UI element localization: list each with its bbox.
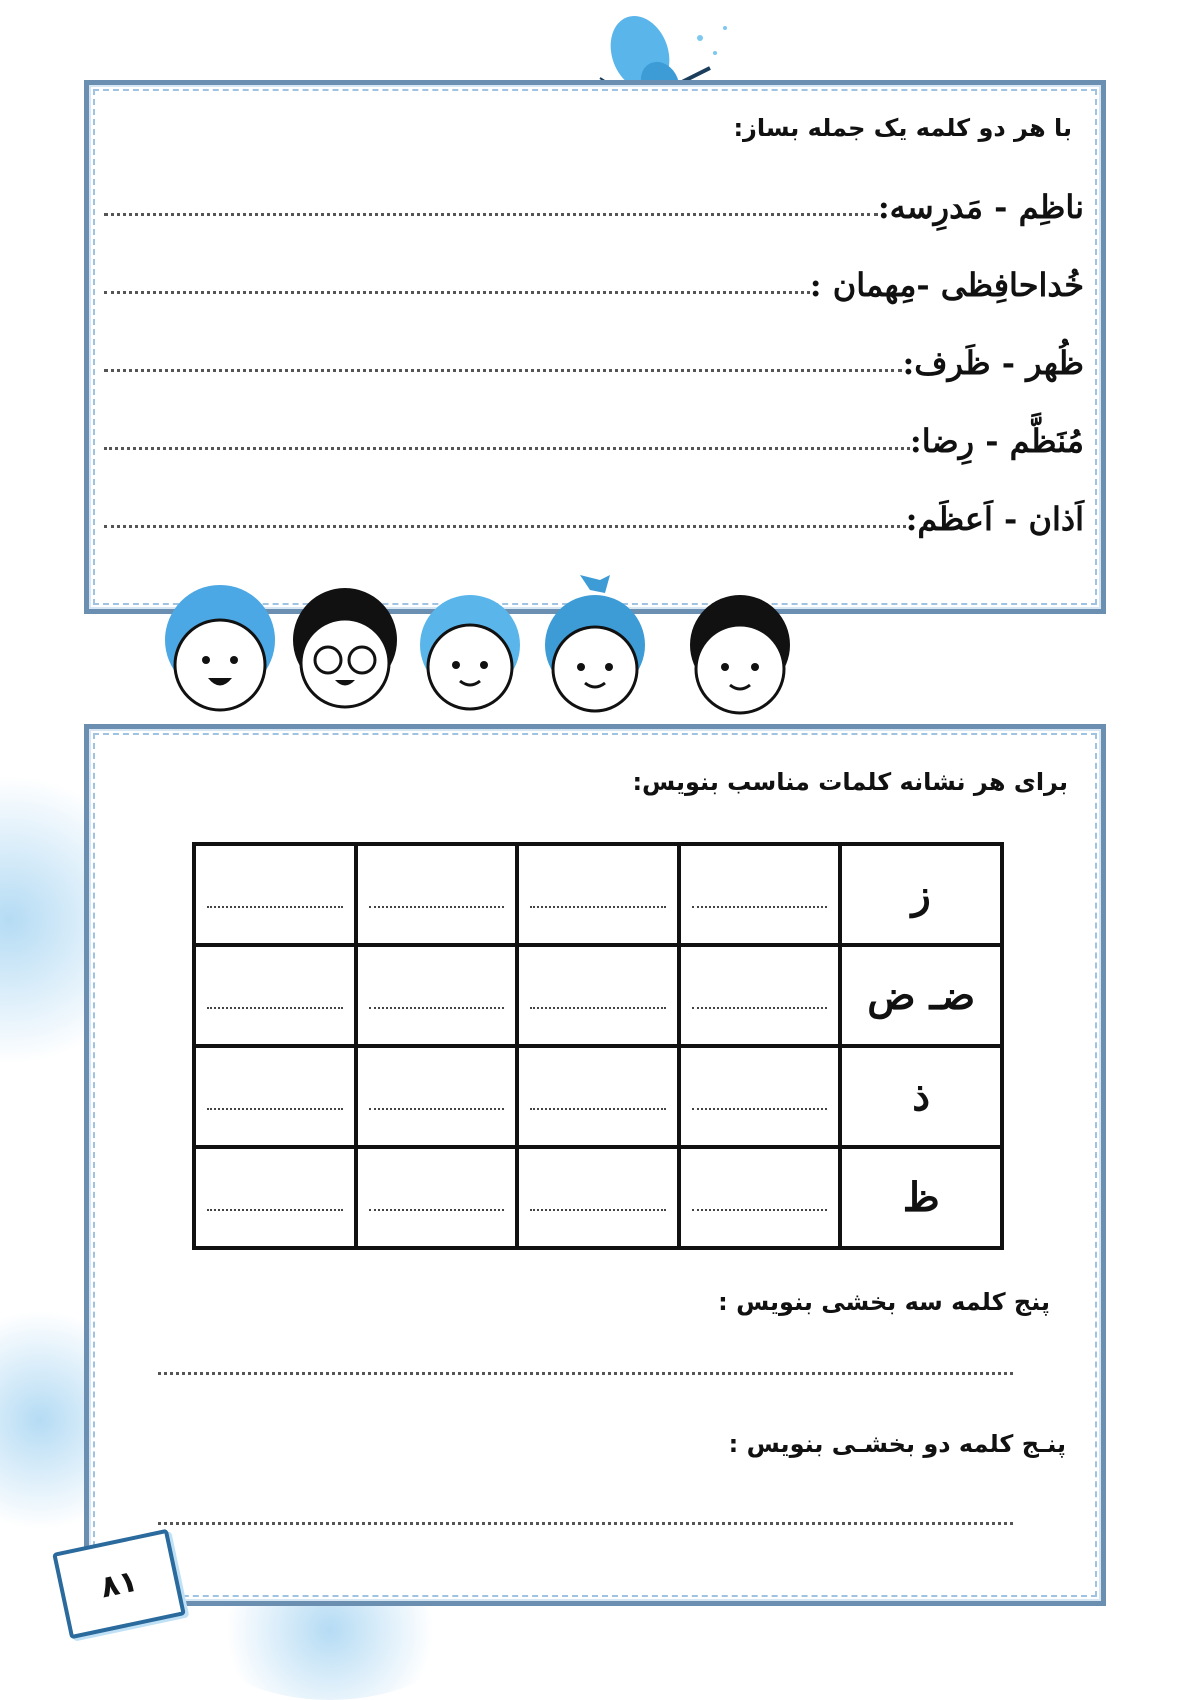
dotted-write-line[interactable] — [207, 1007, 343, 1009]
dotted-write-line[interactable] — [692, 906, 828, 908]
sentence-exercise-heading: با هر دو کلمه یک جمله بساز: — [733, 114, 1072, 142]
dotted-write-line[interactable] — [530, 906, 666, 908]
dotted-write-line[interactable] — [104, 369, 902, 372]
dotted-write-line[interactable] — [692, 1007, 828, 1009]
answer-cell[interactable] — [356, 945, 518, 1046]
dotted-write-line[interactable] — [207, 906, 343, 908]
answer-cell[interactable] — [679, 945, 841, 1046]
answer-cell[interactable] — [356, 1046, 518, 1147]
letters-exercise-heading: برای هر نشانه کلمات مناسب بنویس: — [632, 768, 1068, 796]
table-row — [194, 945, 1002, 1046]
page-number: ۸۱ — [97, 1563, 141, 1605]
page-number-tag — [52, 1529, 186, 1640]
two-syllable-heading: پنـج کلمه دو بخشـی بنویس : — [728, 1430, 1066, 1458]
answer-cell[interactable] — [679, 844, 841, 945]
dotted-write-line[interactable] — [692, 1108, 828, 1110]
word-pair: خُداحافِظی -مِهمان : — [809, 266, 1084, 304]
dotted-write-line[interactable] — [104, 447, 910, 450]
answer-cell[interactable] — [517, 945, 679, 1046]
answer-cell[interactable] — [356, 1147, 518, 1248]
answer-cell[interactable] — [356, 844, 518, 945]
sentence-row[interactable] — [104, 266, 1084, 304]
answer-cell[interactable] — [194, 1147, 356, 1248]
dotted-write-line[interactable] — [158, 1372, 1013, 1375]
dotted-write-line[interactable] — [158, 1522, 1013, 1525]
answer-cell[interactable] — [194, 945, 356, 1046]
dotted-write-line[interactable] — [369, 1007, 505, 1009]
answer-cell[interactable] — [517, 1046, 679, 1147]
children-illustration — [110, 575, 1010, 735]
dotted-write-line[interactable] — [104, 213, 878, 216]
answer-cell[interactable] — [194, 844, 356, 945]
word-pair: مُنَظَّم - رِضا: — [909, 422, 1084, 460]
dotted-write-line[interactable] — [530, 1209, 666, 1211]
sentence-row[interactable] — [104, 500, 1084, 538]
word-pair: ناظِم - مَدرِسه: — [877, 188, 1084, 226]
letter-cell: ظ — [840, 1147, 1002, 1248]
dotted-write-line[interactable] — [207, 1108, 343, 1110]
table-row — [194, 844, 1002, 945]
sentence-row[interactable] — [104, 344, 1084, 382]
dotted-write-line[interactable] — [692, 1209, 828, 1211]
letter-cell: ذ — [840, 1046, 1002, 1147]
word-pair: ظُهر - ظَرف: — [902, 344, 1084, 382]
table-row — [194, 1147, 1002, 1248]
sentence-row[interactable] — [104, 188, 1084, 226]
dotted-write-line[interactable] — [104, 525, 906, 528]
answer-cell[interactable] — [517, 1147, 679, 1248]
dotted-write-line[interactable] — [369, 906, 505, 908]
dotted-write-line[interactable] — [207, 1209, 343, 1211]
sentence-row[interactable] — [104, 422, 1084, 460]
dotted-write-line[interactable] — [530, 1108, 666, 1110]
answer-cell[interactable] — [194, 1046, 356, 1147]
letters-table — [192, 842, 1004, 1250]
table-row — [194, 1046, 1002, 1147]
answer-cell[interactable] — [517, 844, 679, 945]
dotted-write-line[interactable] — [104, 291, 810, 294]
three-syllable-heading: پنج کلمه سه بخشی بنویس : — [718, 1288, 1050, 1316]
answer-cell[interactable] — [679, 1046, 841, 1147]
dotted-write-line[interactable] — [369, 1209, 505, 1211]
letter-cell: ز — [840, 844, 1002, 945]
answer-cell[interactable] — [679, 1147, 841, 1248]
dotted-write-line[interactable] — [369, 1108, 505, 1110]
word-pair: اَذان - اَعظَم: — [905, 500, 1084, 538]
dotted-write-line[interactable] — [530, 1007, 666, 1009]
letter-cell: ضـ ض — [840, 945, 1002, 1046]
